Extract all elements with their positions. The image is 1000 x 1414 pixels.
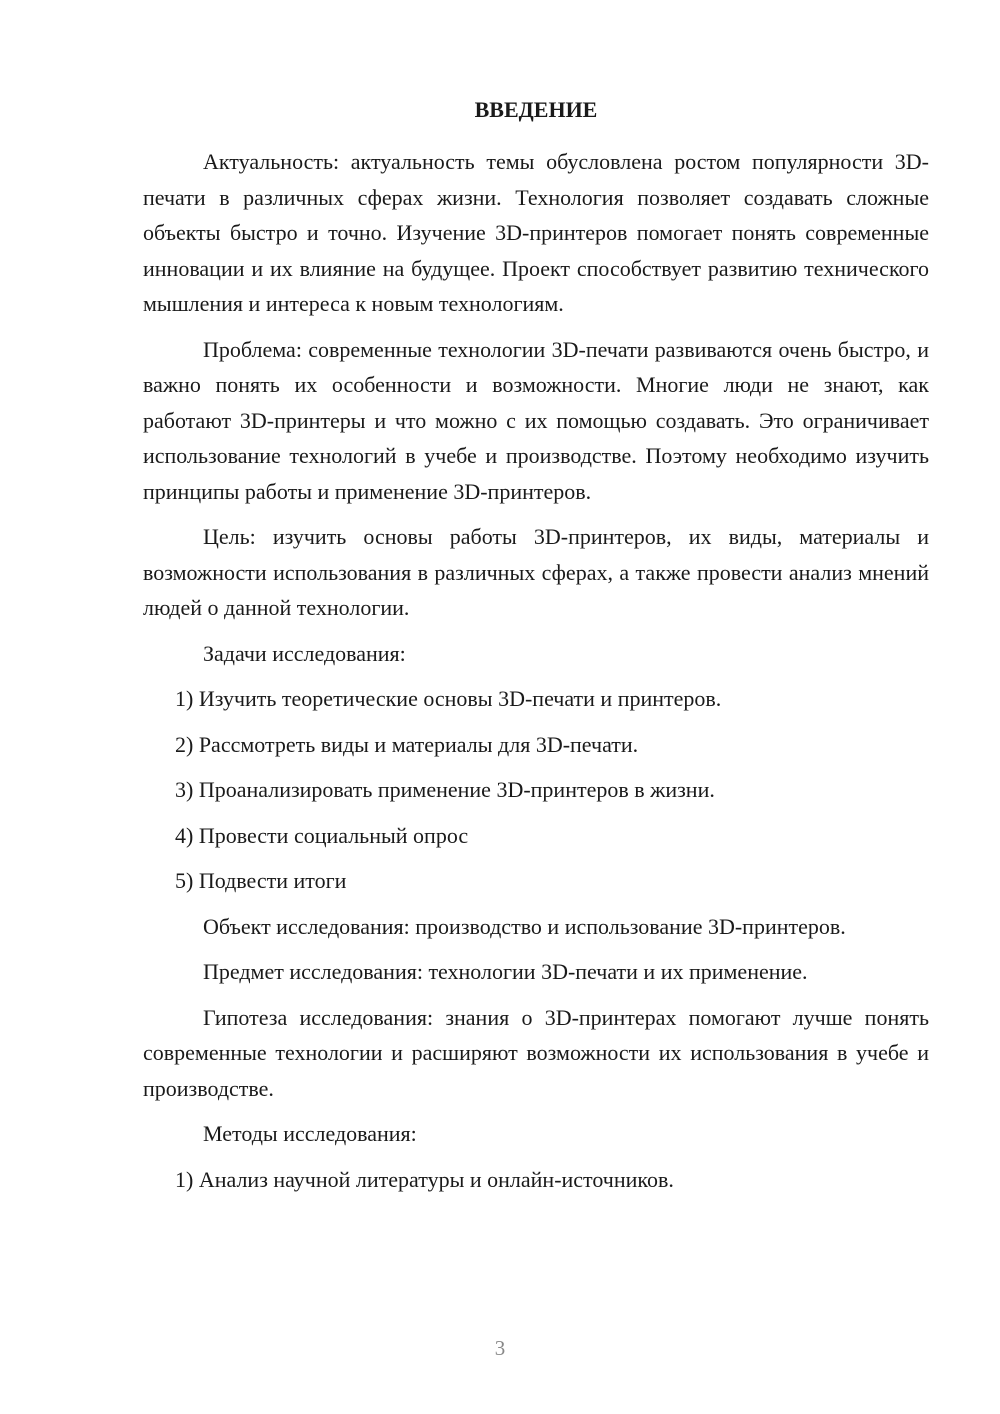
paragraph-problem: Проблема: современные технологии 3D-печати развиваются очень быстро, и важно понять их особенности и возможности. Многие люди не знают, как работают 3D-принтеры и что можно с их помощью создавать. Это ограничивает использование технологий в учебе и производстве. Поэтому необходимо изучить принципы работы и применение 3D-принтеров. <box>143 336 929 504</box>
page-number: 3 <box>494 1336 506 1360</box>
task-item-2: 2) Рассмотреть виды и материалы для 3D-печати. <box>175 731 639 757</box>
tasks-heading: Задачи исследования: <box>203 640 406 666</box>
page-title: ВВЕДЕНИЕ <box>474 97 598 122</box>
task-item-5: 5) Подвести итоги <box>175 868 347 893</box>
task-item-3: 3) Проанализировать применение 3D-принтеров в жизни. <box>175 777 715 802</box>
paragraph-goal: Цель: изучить основы работы 3D-принтеров, их виды, материалы и возможности использования в различных сферах, а также провести анализ мнений людей о данной технологии. <box>143 524 929 620</box>
methods-heading: Методы исследования: <box>203 1121 417 1146</box>
document-page <box>143 95 929 1207</box>
task-item-1: 1) Изучить теоретические основы 3D-печати и принтеров. <box>175 686 722 711</box>
paragraph-hypothesis: Гипотеза исследования: знания о 3D-принтерах помогают лучше понять современные технологии и расширяют возможности их использования в учебе и производстве. <box>143 1004 929 1101</box>
task-item-4: 4) Провести социальный опрос <box>175 822 469 848</box>
paragraph-subject: Предмет исследования: технологии 3D-печати и их применение. <box>203 959 808 984</box>
paragraph-object: Объект исследования: производство и использование 3D-принтеров. <box>203 913 846 939</box>
paragraph-relevance: Актуальность: актуальность темы обусловлена ростом популярности 3D-печати в различных сферах жизни. Технология позволяет создавать сложные объекты быстро и точно. Изучение 3D-принтеров помогает понять современные инновации и их влияние на будущее. Проект способствует развитию технического мышления и интереса к новым технологиям. <box>143 149 929 316</box>
method-item-1: 1) Анализ научной литературы и онлайн-источников. <box>175 1166 674 1192</box>
